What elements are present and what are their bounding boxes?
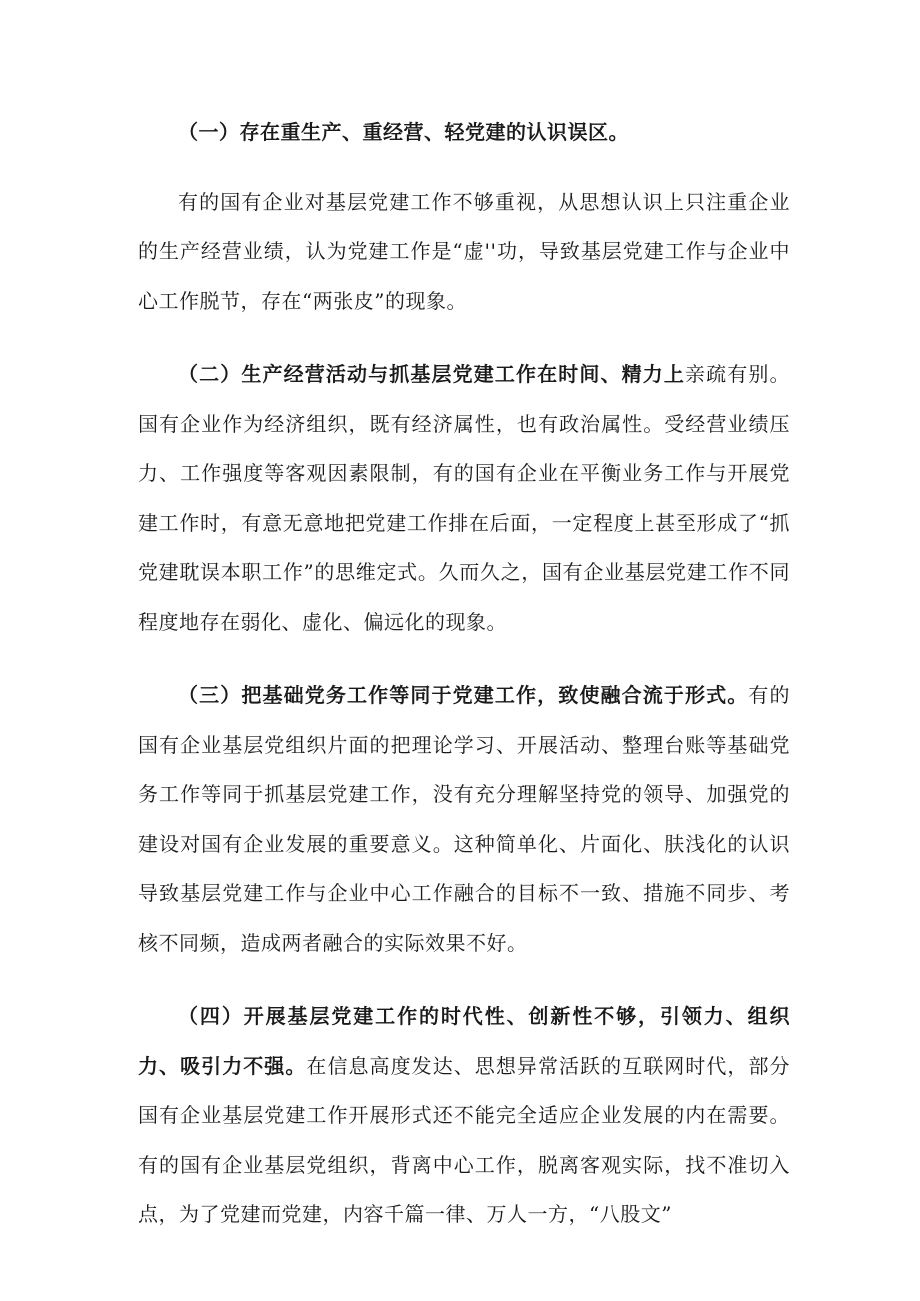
section-2-lead: （二）生产经营活动与抓基层党建工作在时间、精力上 bbox=[178, 362, 685, 386]
section-1-heading: （一）存在重生产、重经营、轻党建的认识误区。 bbox=[178, 120, 629, 144]
section-2-text: 亲疏有别。国有企业作为经济组织，既有经济属性，也有政治属性。受经营业绩压力、工作强度等客观因素限制，有的国有企业在平衡业务工作与开展党建工作时，有意无意地把党建工作排在后面，一定程度上甚至形成了“抓党建耽误本职工作”的思维定式。久而久之，国有企业基层党建工作不同程度地存在弱化、虚化、偏远化的现象。 bbox=[138, 362, 790, 634]
section-1-paragraph: 有的国有企业对基层党建工作不够重视，从思想认识上只注重企业的生产经营业绩，认为党建工作是“虚''功，导致基层党建工作与企业中心工作脱节，存在“两张皮”的现象。 bbox=[138, 189, 790, 313]
document-body bbox=[138, 108, 790, 1264]
section-2-paragraph bbox=[138, 350, 790, 647]
section-3-paragraph bbox=[138, 671, 790, 968]
section-4-paragraph bbox=[138, 992, 790, 1240]
section-3-lead: （三）把基础党务工作等同于党建工作，致使融合流于形式。 bbox=[178, 683, 749, 707]
section-4-text: 在信息高度发达、思想异常活跃的互联网时代，部分国有企业基层党建工作开展形式还不能完全适应企业发展的内在需要。有的国有企业基层党组织，背离中心工作，脱离客观实际，找不准切入点，为了党建而党建，内容千篇一律、万人一方，“八股文” bbox=[138, 1053, 791, 1226]
section-4-lead: （四）开展基层党建工作的时代性、创新性不够，引领力、组织力、吸引力不强。 bbox=[138, 1004, 790, 1078]
section-3-text: 有的国有企业基层党组织片面的把理论学习、开展活动、整理台账等基础党务工作等同于抓基层党建工作，没有充分理解坚持党的领导、加强党的建设对国有企业发展的重要意义。这种简单化、片面化、肤浅化的认识导致基层党建工作与企业中心工作融合的目标不一致、措施不同步、考核不同频，造成两者融合的实际效果不好。 bbox=[138, 683, 790, 955]
